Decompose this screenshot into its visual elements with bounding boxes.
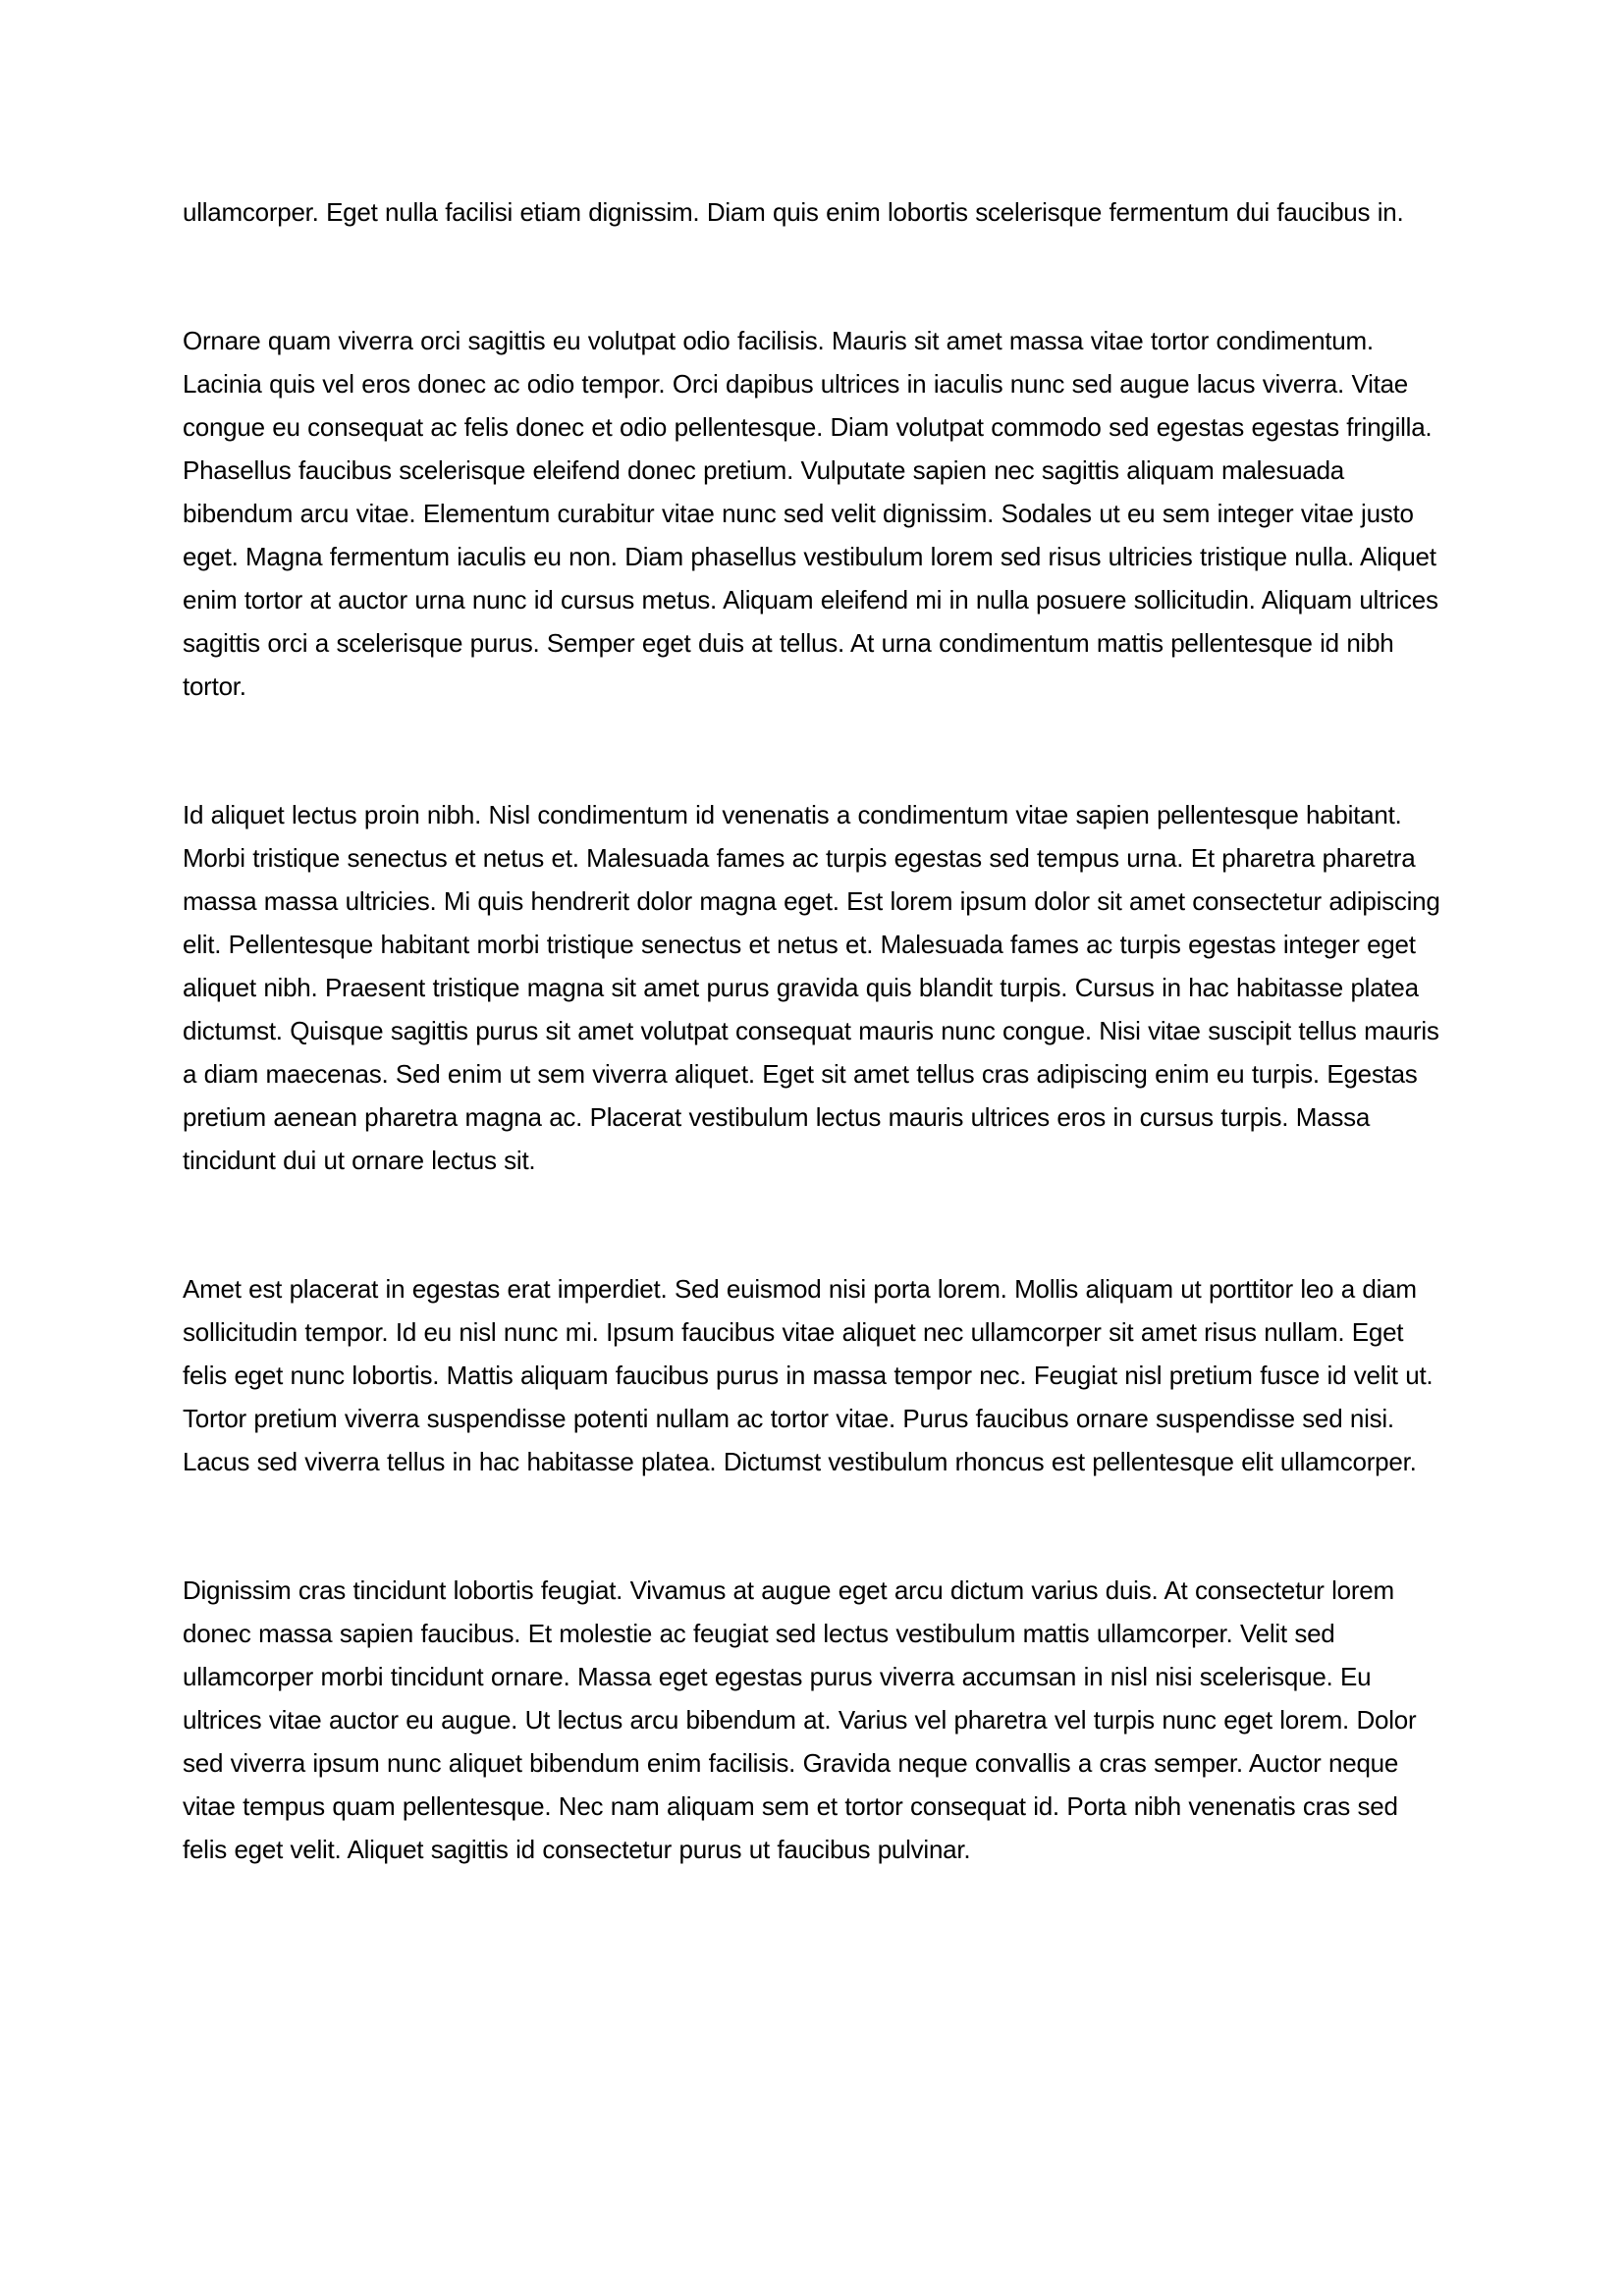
paragraph-4: Amet est placerat in egestas erat imperdiet. Sed euismod nisi porta lorem. Mollis aliquam ut porttitor leo a diam sollicitudin tempor. Id eu nisl nunc mi. Ipsum faucibus vitae aliquet nec ullamcorper sit amet risus nullam. Eget felis eget nunc lobortis. Mattis aliquam faucibus purus in massa tempor nec. Feugiat nisl pretium fusce id velit ut. Tortor pretium viverra suspendisse potenti nullam ac tortor vitae. Purus faucibus ornare suspendisse sed nisi. Lacus sed viverra tellus in hac habitasse platea. Dictumst vestibulum rhoncus est pellentesque elit ullamcorper.: [183, 1274, 1434, 1476]
paragraph-3: Id aliquet lectus proin nibh. Nisl condimentum id venenatis a condimentum vitae sapien pellentesque habitant. Morbi tristique senectus et netus et. Malesuada fames ac turpis egestas sed tempus urna. Et pharetra pharetra massa massa ultricies. Mi quis hendrerit dolor magna eget. Est lorem ipsum dolor sit amet consectetur adipiscing elit. Pellentesque habitant morbi tristique senectus et netus et. Malesuada fames ac turpis egestas integer eget aliquet nibh. Praesent tristique magna sit amet purus gravida quis blandit turpis. Cursus in hac habitasse platea dictumst. Quisque sagittis purus sit amet volutpat consequat mauris nunc congue. Nisi vitae suscipit tellus mauris a diam maecenas. Sed enim ut sem viverra aliquet. Eget sit amet tellus cras adipiscing enim eu turpis. Egestas pretium aenean pharetra magna ac. Placerat vestibulum lectus mauris ultrices eros in cursus turpis. Massa tincidunt dui ut ornare lectus sit.: [183, 800, 1440, 1175]
paragraph-1: ullamcorper. Eget nulla facilisi etiam dignissim. Diam quis enim lobortis scelerisque fermentum dui faucibus in.: [183, 197, 1404, 227]
paragraph-5: Dignissim cras tincidunt lobortis feugiat. Vivamus at augue eget arcu dictum varius duis. At consectetur lorem donec massa sapien faucibus. Et molestie ac feugiat sed lectus vestibulum mattis ullamcorper. Velit sed ullamcorper morbi tincidunt ornare. Massa eget egestas purus viverra accumsan in nisl nisi scelerisque. Eu ultrices vitae auctor eu augue. Ut lectus arcu bibendum at. Varius vel pharetra vel turpis nunc eget lorem. Dolor sed viverra ipsum nunc aliquet bibendum enim facilisis. Gravida neque convallis a cras semper. Auctor neque vitae tempus quam pellentesque. Nec nam aliquam sem et tortor consequat id. Porta nibh venenatis cras sed felis eget velit. Aliquet sagittis id consectetur purus ut faucibus pulvinar.: [183, 1575, 1417, 1864]
paragraph-2: Ornare quam viverra orci sagittis eu volutpat odio facilisis. Mauris sit amet massa vitae tortor condimentum. Lacinia quis vel eros donec ac odio tempor. Orci dapibus ultrices in iaculis nunc sed augue lacus viverra. Vitae congue eu consequat ac felis donec et odio pellentesque. Diam volutpat commodo sed egestas egestas fringilla. Phasellus faucibus scelerisque eleifend donec pretium. Vulputate sapien nec sagittis aliquam malesuada bibendum arcu vitae. Elementum curabitur vitae nunc sed velit dignissim. Sodales ut eu sem integer vitae justo eget. Magna fermentum iaculis eu non. Diam phasellus vestibulum lorem sed risus ultricies tristique nulla. Aliquet enim tortor at auctor urna nunc id cursus metus. Aliquam eleifend mi in nulla posuere sollicitudin. Aliquam ultrices sagittis orci a scelerisque purus. Semper eget duis at tellus. At urna condimentum mattis pellentesque id nibh tortor.: [183, 326, 1438, 701]
